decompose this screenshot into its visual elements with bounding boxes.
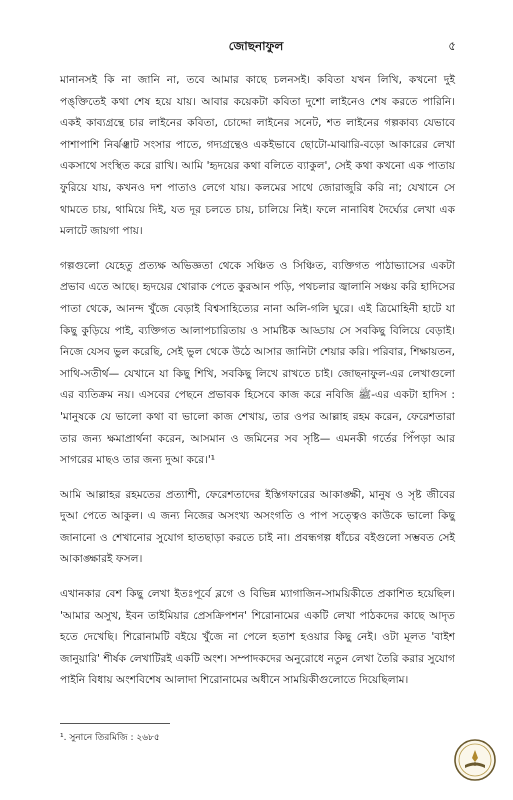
running-title: জোছনাফুল: [228, 39, 284, 53]
page-body: [60, 70, 455, 705]
page-header: [56, 38, 456, 56]
paragraph-3: আমি আল্লাহর রহমতের প্রত্যাশী, ফেরেশতাদের ইস্তিগফারের আকাঙ্ক্ষী, মানুষ ও সৃষ্ট জীবের দুআ পেতে আকুল। এ জন্য নিজের অসংখ্য অসংগতি ও পাপ সত্ত্বেও কাউকে ভালো কিছু জানানো ও শেখানোর সুযোগ হাতছাড়া করতে চাই না। প্রবন্ধগল্প ধাঁচের বইগুলো সম্ভবত সেই আকাঙ্ক্ষারই ফসল।: [60, 488, 455, 566]
paragraph-1: মানানসই কি না জানি না, তবে আমার কাছে চলনসই। কবিতা যখন লিখি, কখনো দুই পঙ্‌ক্তিতেই কথা শেষ হয়ে যায়। আবার কয়েকটা কবিতা দুশো লাইনেও শেষ করতে পারিনি। একই কাব্যগ্রন্থে চার লাইনের কবিতা, চোদ্দো লাইনের সনেট, শত লাইনের গল্পকাব্য যেভাবে পাশাপাশি নির্ঝঞ্ঝাট সংসার পাতে, গদ্যগ্রন্থেও একইভাবে ছোটো-মাঝারি-বড়ো আকারের লেখা একসাথে সংস্থিত করে রাখি। আমি 'হৃদয়ের কথা বলিতে ব্যাকুল', সেই কথা কখনো এক পাতায় ফুরিয়ে যায়, কখনও দশ পাতাও লেগে যায়। কলমের সাথে জোরাজুরি করি না; যেখানে সে থামতে চায়, থামিয়ে দিই, যত দূর চলতে চায়, চালিয়ে নিই। ফলে নানাবিধ দৈর্ঘ্যের লেখা এক মলাটে জায়গা পায়।: [60, 74, 455, 238]
footnote-divider: [60, 723, 170, 724]
publisher-logo-icon: [453, 738, 497, 782]
page-number: ৫: [448, 39, 456, 53]
paragraph-4: এখানকার বেশ কিছু লেখা ইতঃপূর্বে ব্লগে ও বিভিন্ন ম্যাগাজিন-সাময়িকীতে প্রকাশিত হয়েছিল। 'আমার অসুখ, ইবন তাইমিয়ার প্রেসক্রিপশন' শিরোনামের একটি লেখা পাঠকদের কাছে আদৃত হতে দেখেছি। শিরোনামটি বইয়ে খুঁজে না পেলে হতাশ হওয়ার কিছু নেই। ওটা মূলত 'বাইশ জানুয়ারি' শীর্ষক লেখাটিরই একটি অংশ। সম্পাদকদের অনুরোধে নতুন লেখা তৈরি করার সুযোগ পাইনি বিধায় অংশবিশেষ আলাদা শিরোনামের অধীনে সাময়িকীগুলোতে দিয়েছিলাম।: [60, 588, 455, 687]
footnote: ¹. সুনানে তিরমিজি : ২৬৮৫: [60, 733, 160, 743]
paragraph-2: গল্পগুলো যেহেতু প্রত্যক্ষ অভিজ্ঞতা থেকে সঞ্চিত ও সিঞ্চিত, ব্যক্তিগত পাঠাভ্যাসের একটা প্রভাব এতে আছে। হৃদয়ের খোরাক পেতে কুরআন পড়ি, পথচলার জ্বালানি সঞ্চয় করি হাদিসের পাতা থেকে, আনন্দ খুঁজে বেড়াই বিশ্বসাহিত্যের নানা অলি-গলি ঘুরে। এই ত্রিমোহিনী হাটে যা কিছু কুড়িয়ে পাই, ব্যক্তিগত আলাপচারিতায় ও সামষ্টিক আড্ডায় সে সবকিছু বিলিয়ে বেড়াই। নিজে যেসব ভুল করেছি, সেই ভুল থেকে উঠে আসার জানিটা শেয়ার করি। পরিবার, শিক্ষায়তন, সাথি-সতীর্থ— যেখানে যা কিছু শিখি, সবকিছু লিখে রাখতে চাই। জোছনাফুল-এর লেখাগুলো এর ব্যতিক্রম নয়। এসবের পেছনে প্রভাবক হিসেবে কাজ করে নবিজি ﷺ-এর একটা হাদিস : 'মানুষকে যে ভালো কথা বা ভালো কাজ শেখায়, তার ওপর আল্লাহ রহম করেন, ফেরেশতারা তার জন্য ক্ষমাপ্রার্থনা করেন, আসমান ও জমিনের সব সৃষ্টি— এমনকী গর্তের পিঁপড়া আর সাগরের মাছও তার জন্য দুআ করে।'¹: [60, 259, 455, 467]
